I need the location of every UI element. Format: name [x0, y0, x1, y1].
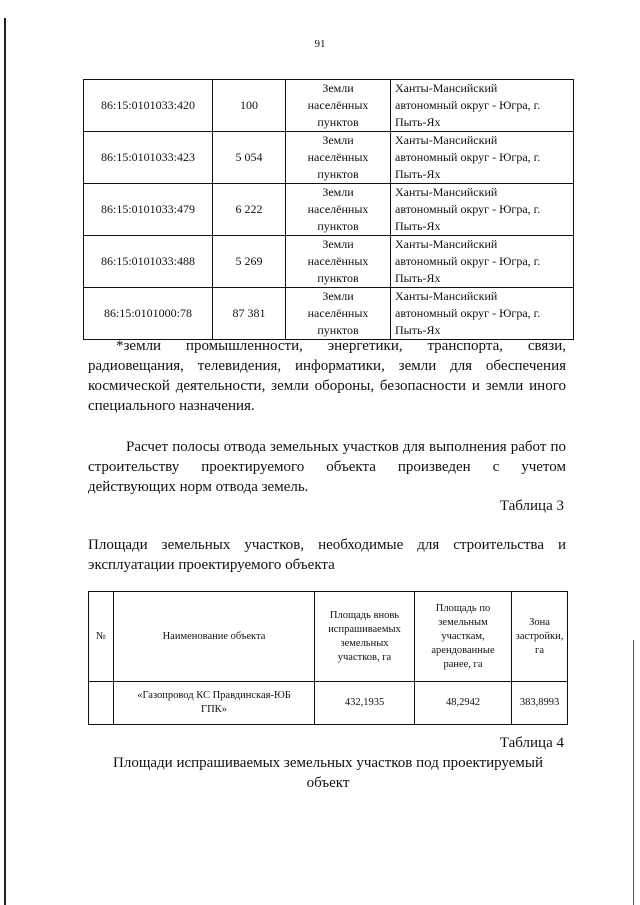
scan-edge-line-right	[633, 640, 634, 905]
plot-location: Ханты-Мансийский автономный округ - Югра, г. Пыть-Ях	[391, 236, 574, 288]
cadastral-number: 86:15:0101033:488	[84, 236, 213, 288]
row-leased-area: 48,2942	[415, 682, 512, 725]
cadastral-number: 86:15:0101000:78	[84, 288, 213, 340]
land-category: Земли населённых пунктов	[286, 132, 391, 184]
scan-edge-line	[4, 18, 6, 905]
land-category: Земли населённых пунктов	[286, 236, 391, 288]
header-building-zone: Зона застройки, га	[512, 592, 568, 682]
plot-area: 6 222	[213, 184, 286, 236]
land-area-table	[88, 591, 568, 725]
row-requested-area: 432,1935	[315, 682, 415, 725]
footnote-first-line: *земли промышленности, энергетики, транспорта, связи,	[116, 338, 566, 354]
cadastral-number: 86:15:0101033:423	[84, 132, 213, 184]
cadastral-number: 86:15:0101033:479	[84, 184, 213, 236]
footnote-rest: радиовещания, телевидения, информатики, земли для обеспечения космической деятельности, земли обороны, безопасности и земли иного специального назначения.	[88, 358, 566, 414]
header-object-name: Наименование объекта	[114, 592, 315, 682]
table-row	[89, 682, 568, 725]
header-leased-area: Площадь по земельным участкам, арендованные ранее, га	[415, 592, 512, 682]
table-row	[84, 80, 574, 132]
table-row	[84, 288, 574, 340]
header-requested-area: Площадь вновь испрашиваемых земельных участков, га	[315, 592, 415, 682]
plot-location: Ханты-Мансийский автономный округ - Югра, г. Пыть-Ях	[391, 80, 574, 132]
footnote-paragraph	[88, 336, 566, 416]
table4-caption: Таблица 4	[499, 735, 564, 751]
table-row	[84, 236, 574, 288]
land-plots-table	[83, 79, 574, 340]
land-category: Земли населённых пунктов	[286, 80, 391, 132]
plot-area: 100	[213, 80, 286, 132]
plot-location: Ханты-Мансийский автономный округ - Югра, г. Пыть-Ях	[391, 184, 574, 236]
plot-location: Ханты-Мансийский автономный округ - Югра, г. Пыть-Ях	[391, 288, 574, 340]
calculation-paragraph: Расчет полосы отвода земельных участков для выполнения работ по строительству проектируемого объекта произведен с учетом действующих норм отвода земель.	[88, 439, 566, 495]
table-row	[84, 132, 574, 184]
row-number	[89, 682, 114, 725]
table-header-row	[89, 592, 568, 682]
land-category: Земли населённых пунктов	[286, 184, 391, 236]
land-category: Земли населённых пунктов	[286, 288, 391, 340]
cadastral-number: 86:15:0101033:420	[84, 80, 213, 132]
page-number: 91	[314, 38, 326, 50]
plot-area: 5 269	[213, 236, 286, 288]
row-object-name: «Газопровод КС Правдинская-ЮБ ГПК»	[114, 682, 315, 725]
table3-title: Площади земельных участков, необходимые для строительства и эксплуатации проектируемого объекта	[88, 537, 566, 573]
table4-title: Площади испрашиваемых земельных участков под проектируемый объект	[113, 755, 543, 791]
plot-area: 5 054	[213, 132, 286, 184]
table-row	[84, 184, 574, 236]
table3-caption: Таблица 3	[499, 498, 564, 514]
header-number: №	[89, 592, 114, 682]
plot-area: 87 381	[213, 288, 286, 340]
row-building-zone: 383,8993	[512, 682, 568, 725]
plot-location: Ханты-Мансийский автономный округ - Югра, г. Пыть-Ях	[391, 132, 574, 184]
